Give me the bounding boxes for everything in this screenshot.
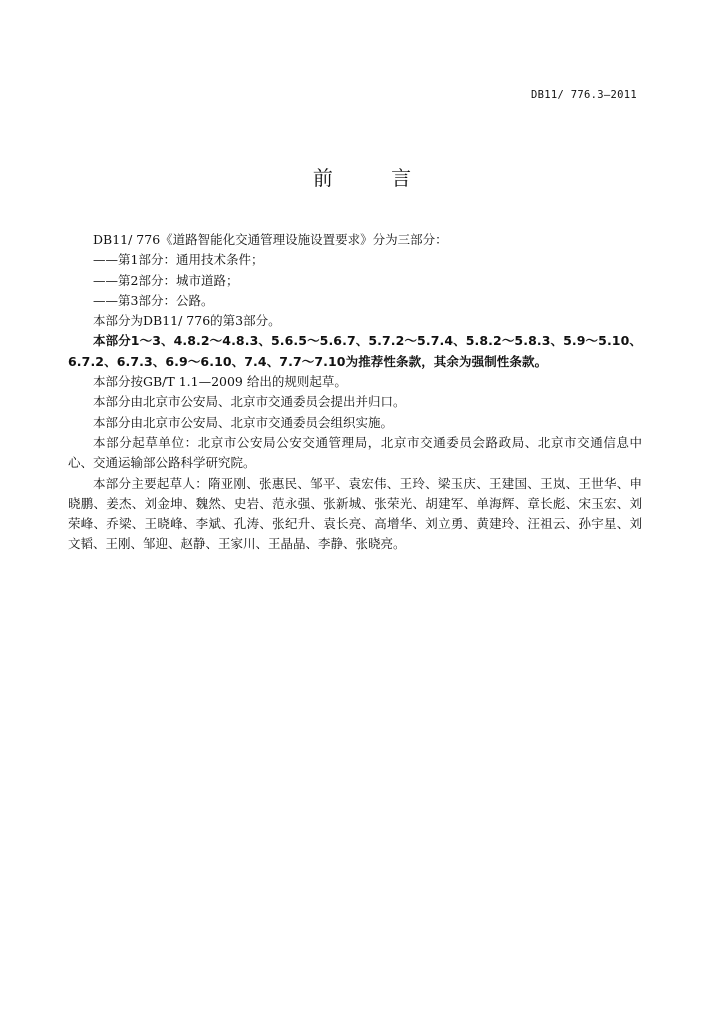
paragraph-implemented-by: 本部分由北京市公安局、北京市交通委员会组织实施。 — [93, 414, 394, 430]
paragraph-this-part: 本部分为DB11/ 776的第3部分。 — [93, 313, 281, 329]
paragraph-proposed-by: 本部分由北京市公安局、北京市交通委员会提出并归口。 — [93, 394, 406, 410]
paragraph-drafting-units: 本部分起草单位：北京市公安局公安交通管理局，北京市交通委员会路政局、北京市交通信息中心、交通运输部公路科学研究院。 — [68, 434, 642, 471]
foreword-body — [68, 230, 642, 555]
standard-code: DB11/ 776.3—2011 — [531, 89, 637, 101]
paragraph-recommended-clauses: 本部分1～3、4.8.2～4.8.3、5.6.5～5.6.7、5.7.2～5.7.4、5.8.2～5.8.3、5.9～5.10、6.7.2、6.7.3、6.9～6.10、7.4、7.7～7.10为推荐性条款，其余为强制性条款。 — [68, 333, 642, 369]
paragraph-part2: ——第2部分：城市道路； — [93, 272, 239, 288]
paragraph-part3: ——第3部分：公路。 — [93, 292, 214, 308]
paragraph-intro: DB11/ 776《道路智能化交通管理设施设置要求》分为三部分： — [93, 232, 448, 247]
paragraph-drafting-rules: 本部分按GB/T 1.1—2009 给出的规则起草。 — [93, 374, 347, 390]
paragraph-drafters: 本部分主要起草人：隋亚刚、张惠民、邹平、袁宏伟、王玲、梁玉庆、王建国、王岚、王世华、申晓鹏、姜杰、刘金坤、魏然、史岩、范永强、张新城、张荣光、胡建军、单海辉、章长彪、宋玉宏、刘荣峰、乔梁、王晓峰、李斌、孔涛、张纪升、袁长亮、高增华、刘立勇、黄建玲、汪祖云、孙宇星、刘文韬、王刚、邹迎、赵静、王家川、王晶晶、李静、张晓亮。 — [68, 475, 642, 552]
section-title: 前 言 — [312, 166, 438, 190]
paragraph-part1: ——第1部分：通用技术条件； — [93, 252, 264, 268]
